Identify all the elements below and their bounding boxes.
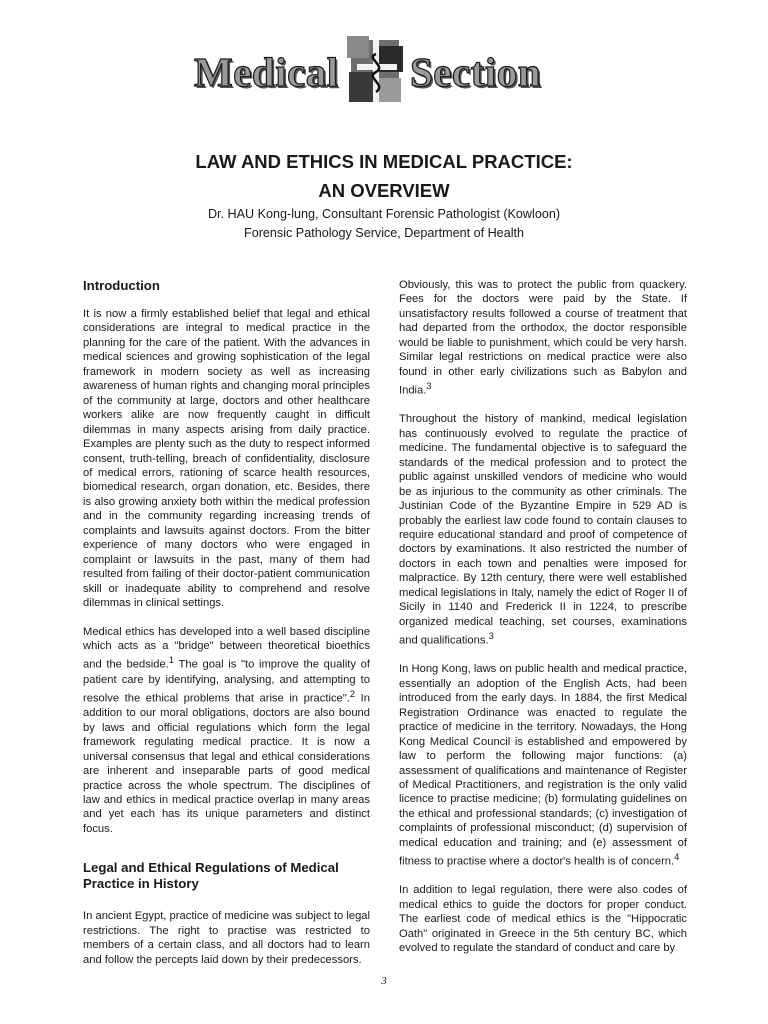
- article-title: [0, 147, 768, 205]
- intro-paragraph-2-part-b: The goal is "to improve the quality of patient care by identifying, analysing, and attempting to resolve the ethical problems that arise in practice".: [83, 659, 370, 705]
- intro-paragraph-2: [83, 625, 370, 837]
- masthead-word-section: Section: [410, 49, 542, 95]
- history-paragraph-egypt: In ancient Egypt, practice of medicine was subject to legal restrictions. The right to practise was restricted to members of a certain class, and all doctors had to learn and follow the percepts laid down by their predecessors.: [83, 910, 370, 966]
- affiliation-line: Forensic Pathology Service, Department of Health: [244, 226, 524, 240]
- title-line-2: AN OVERVIEW: [318, 180, 450, 201]
- intro-paragraph-1: It is now a firmly established belief that legal and ethical considerations are integral to medical practice in the planning for the care of the patient. With the advances in medical sciences and growing sophistication of the legal framework in modern society as well as increasing awareness of human rights and changing moral principles of the community at large, doctors and other healthcare workers alike are now frequently caught in difficult dilemmas in many aspects arising from daily practice. Examples are plenty such as the duty to respect informed consent, truth-telling, breach of confidentiality, disclosure of medical errors, rationing of scarce health resources, biomedical research, organ donation, etc. Besides, there is also growing anxiety both within the medical profession and in the community regarding increasing trends of complaints and lawsuits against doctors. From the bitter experience of many doctors who were engaged in complaint or lawsuits in the past, many of them had resulted from failing of their doctor-patient communication skill or inadequate ability to comprehend and resolve dilemmas in clinical settings.: [83, 308, 370, 610]
- title-line-1: LAW AND ETHICS IN MEDICAL PRACTICE:: [195, 151, 573, 172]
- footnote-ref-3a: 3: [426, 381, 432, 392]
- history-paragraph-quackery: [399, 278, 687, 398]
- history-paragraph-ethics-codes: In addition to legal regulation, there were also codes of medical ethics to guide the doctors for proper conduct. The earliest code of medical ethics is the "Hippocratic Oath" originated in Greece in the 5th century BC, which evolved to regulate the standard of conduct and care by: [399, 884, 687, 955]
- legislation-text: Throughout the history of mankind, medical legislation has continuously evolved to regulate the practice of medicine. The fundamental objective is to safeguard the standards of the medical profession and to protect the public against unskilled vendors of medicine who would be as injurious to the community as other criminals. The Justinian Code of the Byzantine Empire in 529 AD is probably the earliest law code found to contain clauses to require educational standard and proof of competence of doctors by examinations. It also restricted the number of doctors in each town and penalties were imposed for malpractice. By 12th century, there were well established medical legislations in Italy, namely the edict of Roger II of Sicily in 1140 and Frederick II in 1224, to prescribe organized medical teaching, set courses, examinations and qualifications.: [399, 413, 687, 647]
- hong-kong-text: In Hong Kong, laws on public health and medical practice, essentially an adoption of the English Acts, had been introduced from the early days. In 1884, the first Medical Registration Ordinance was enacted to regulate the practice of medicine in the territory. Nowadays, the Hong Kong Medical Council is established and empowered by law to perform the following major functions: (a) assessment of qualifications and maintenance of Register of Medical Practitioners, and registration is the only valid licence to practise medicine; (b) formulating guidelines on the ethical and professional standards; (c) investigation of complaints of professional misconduct; (d) supervision of medical education and training; and (e) assessment of fitness to practise where a doctor's health is of concern.: [399, 663, 687, 868]
- left-column: [83, 278, 370, 981]
- intro-paragraph-2-part-a: Medical ethics has developed into a well based discipline which acts as a "bridge" between theoretical bioethics and the bedside.: [83, 625, 370, 672]
- footnote-ref-3b: 3: [488, 631, 494, 642]
- footnote-ref-1: 1: [168, 655, 175, 666]
- history-paragraph-legislation: [399, 412, 687, 648]
- author-line: Dr. HAU Kong-lung, Consultant Forensic Pathologist (Kowloon): [207, 207, 561, 221]
- footnote-ref-4: 4: [674, 852, 680, 863]
- quackery-text: Obviously, this was to protect the public from quackery. Fees for the doctors were paid by the State. If unsatisfactory results followed a course of treatment that had departed from the orthodox, the doctor responsible would be liable to punishment, which could be very harsh. Similar legal restrictions on medical practice were also found in other early civilizations such as Babylon and India.: [399, 279, 687, 397]
- intro-paragraph-2-part-c: In addition to our moral obligations, doctors are also bound by laws and official regulations which form the legal framework regulating medical practice. It is now a universal consensus that legal and ethical considerations are inherent and inseparable parts of good medical practice across the whole spectrum. The disciplines of law and ethics in medical practice overlap in many areas and yet each has its unique parameters and distinct focus.: [83, 692, 370, 835]
- history-paragraph-hong-kong: [399, 662, 687, 869]
- footnote-ref-2: 2: [349, 689, 356, 700]
- right-column: [399, 278, 687, 970]
- byline: [0, 205, 768, 243]
- masthead-logo: [190, 36, 555, 106]
- caduceus-emblem-icon: [345, 36, 407, 106]
- masthead-word-medical: Medical: [194, 49, 339, 95]
- heading-introduction: Introduction: [83, 278, 160, 293]
- page-number: 3: [381, 975, 387, 987]
- heading-legal-ethical-history: Legal and Ethical Regulations of Medical Practice in History: [83, 860, 339, 892]
